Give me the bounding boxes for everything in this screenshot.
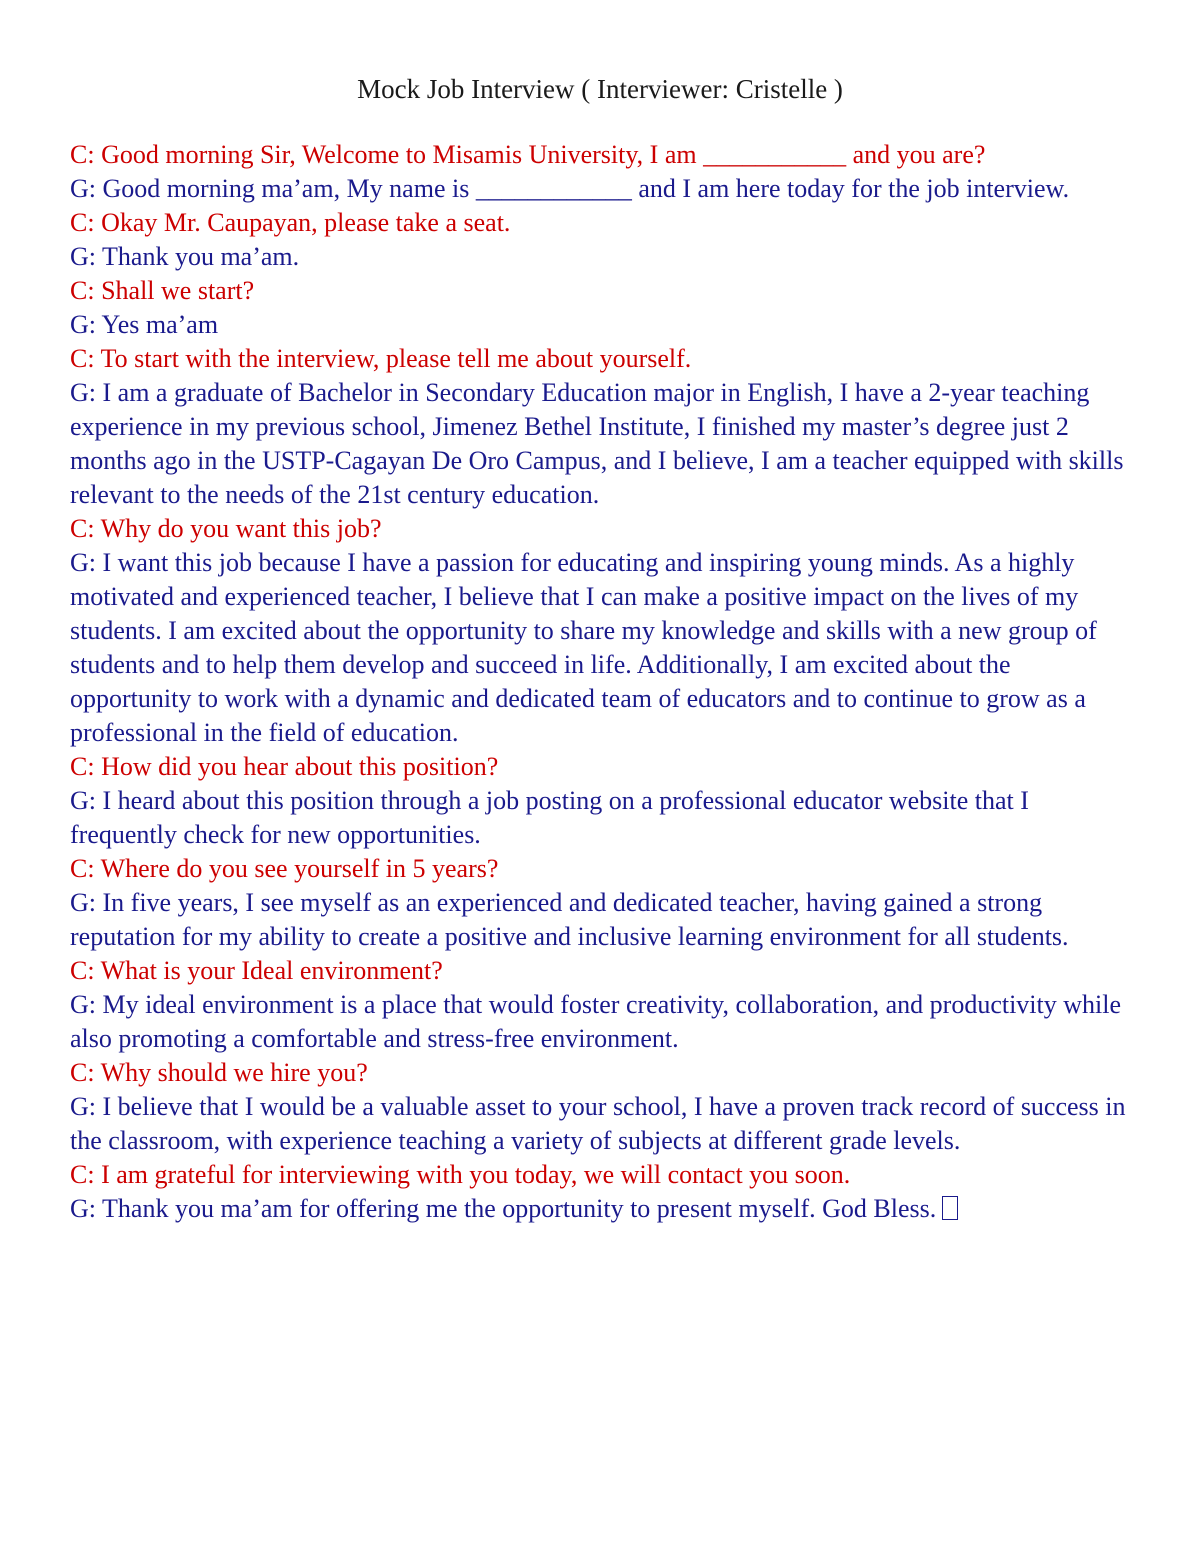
interviewer-line [70, 138, 1132, 172]
line-text: G: My ideal environment is a place that would foster creativity, collaboration, and productivity while also promoting a comfortable and stress-free environment. [70, 990, 1122, 1053]
interviewer-line [70, 512, 1132, 546]
line-text: G: Thank you ma’am. [70, 242, 300, 271]
interviewer-line [70, 750, 1132, 784]
line-text: G: In five years, I see myself as an experienced and dedicated teacher, having gained a strong reputation for my ability to create a positive and inclusive learning environment for all students. [70, 888, 1069, 951]
line-text: C: Why should we hire you? [70, 1058, 368, 1087]
interviewer-line [70, 342, 1132, 376]
interviewer-line [70, 1158, 1132, 1192]
line-text: C: To start with the interview, please tell me about yourself. [70, 344, 692, 373]
line-text: G: I am a graduate of Bachelor in Secondary Education major in English, I have a 2-year teaching experience in my previous school, Jimenez Bethel Institute, I finished my master’s degree just 2 months ago in the USTP-Cagayan De Oro Campus, and I believe, I am a teacher equipped with skills relevant to the needs of the 21st century education. [70, 378, 1124, 509]
interviewer-line [70, 852, 1132, 886]
applicant-line [70, 784, 1132, 852]
interviewer-line [70, 1056, 1132, 1090]
document-title: Mock Job Interview ( Interviewer: Cristelle ) [357, 74, 843, 104]
line-text: G: I want this job because I have a passion for educating and inspiring young minds. As a highly motivated and experienced teacher, I believe that I can make a positive impact on the lives of my students. I am excited about the opportunity to share my knowledge and skills with a new group of students and to help them develop and succeed in life. Additionally, I am excited about the opportunity to work with a dynamic and dedicated team of educators and to continue to grow as a professional in the field of education. [70, 548, 1097, 747]
applicant-line [70, 172, 1132, 206]
applicant-line [70, 1192, 1132, 1226]
applicant-line [70, 376, 1132, 512]
applicant-line [70, 1090, 1132, 1158]
line-text: C: Shall we start? [70, 276, 255, 305]
line-text: C: What is your Ideal environment? [70, 956, 443, 985]
line-text: G: I believe that I would be a valuable asset to your school, I have a proven track record of success in the classroom, with experience teaching a variety of subjects at different grade levels. [70, 1092, 1126, 1155]
line-text: G: I heard about this position through a job posting on a professional educator website that I frequently check for new opportunities. [70, 786, 1029, 849]
line-text: C: Why do you want this job? [70, 514, 382, 543]
applicant-line [70, 308, 1132, 342]
line-text: C: How did you hear about this position? [70, 752, 499, 781]
line-text: G: Yes ma’am [70, 310, 219, 339]
applicant-line [70, 240, 1132, 274]
interviewer-line [70, 274, 1132, 308]
line-text: C: Okay Mr. Caupayan, please take a seat. [70, 208, 511, 237]
interview-dialogue [70, 138, 1132, 1226]
line-text: C: Where do you see yourself in 5 years? [70, 854, 499, 883]
applicant-line [70, 988, 1132, 1056]
line-text: C: I am grateful for interviewing with you today, we will contact you soon. [70, 1160, 851, 1189]
interviewer-line [70, 954, 1132, 988]
line-text: G: Thank you ma’am for offering me the opportunity to present myself. God Bless. [70, 1194, 937, 1223]
line-text: C: Good morning Sir, Welcome to Misamis University, I am ___________ and you are? [70, 140, 986, 169]
applicant-line [70, 546, 1132, 750]
missing-glyph-icon [942, 1196, 958, 1220]
line-text: G: Good morning ma’am, My name is ____________ and I am here today for the job interview. [70, 174, 1070, 203]
applicant-line [70, 886, 1132, 954]
interviewer-line [70, 206, 1132, 240]
